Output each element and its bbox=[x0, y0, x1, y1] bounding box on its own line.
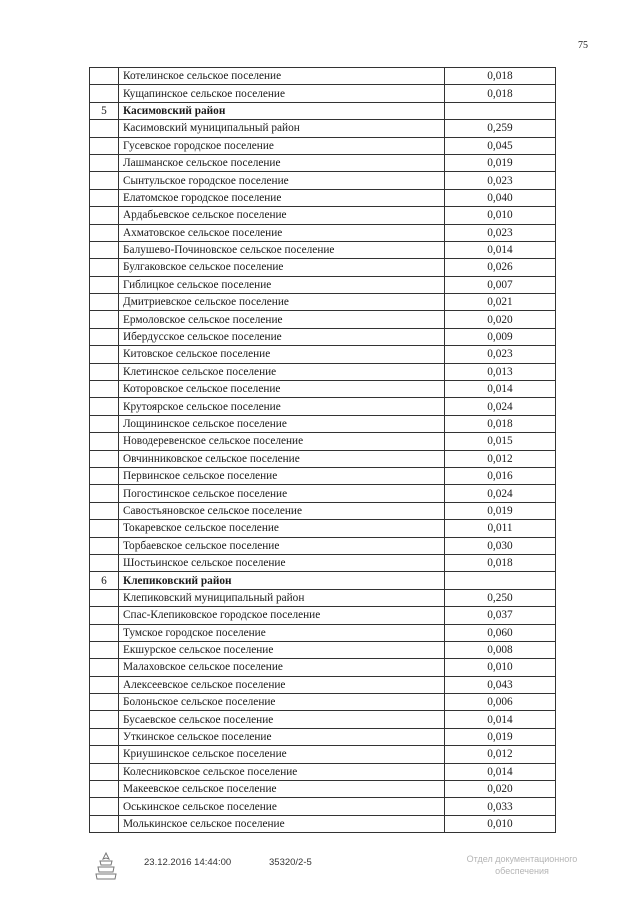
row-number bbox=[90, 798, 119, 815]
table-row bbox=[90, 728, 556, 745]
row-number bbox=[90, 415, 119, 432]
coefficient-value: 0,026 bbox=[445, 259, 556, 276]
row-number bbox=[90, 207, 119, 224]
coefficient-value: 0,011 bbox=[445, 520, 556, 537]
settlement-name: Лощининское сельское поселение bbox=[119, 415, 445, 432]
row-number bbox=[90, 711, 119, 728]
settlement-name: Ардабьевское сельское поселение bbox=[119, 207, 445, 224]
coefficient-value: 0,009 bbox=[445, 328, 556, 345]
settlement-name: Макеевское сельское поселение bbox=[119, 781, 445, 798]
coefficient-value: 0,030 bbox=[445, 537, 556, 554]
row-number bbox=[90, 154, 119, 171]
settlement-name: Гиблицкое сельское поселение bbox=[119, 276, 445, 293]
table-row bbox=[90, 694, 556, 711]
row-number bbox=[90, 328, 119, 345]
settlement-name: Касимовский муниципальный район bbox=[119, 120, 445, 137]
row-number bbox=[90, 189, 119, 206]
settlement-name: Сынтульское городское поселение bbox=[119, 172, 445, 189]
table-row bbox=[90, 641, 556, 658]
settlement-name: Елатомское городское поселение bbox=[119, 189, 445, 206]
table-row bbox=[90, 363, 556, 380]
coefficient-value: 0,259 bbox=[445, 120, 556, 137]
row-number bbox=[90, 294, 119, 311]
row-number bbox=[90, 311, 119, 328]
coefficient-value: 0,040 bbox=[445, 189, 556, 206]
table-row bbox=[90, 398, 556, 415]
coefficient-value: 0,023 bbox=[445, 346, 556, 363]
table-row bbox=[90, 172, 556, 189]
table-row bbox=[90, 189, 556, 206]
table-row bbox=[90, 68, 556, 85]
table-row bbox=[90, 311, 556, 328]
coefficient-value: 0,013 bbox=[445, 363, 556, 380]
settlement-name: Булгаковское сельское поселение bbox=[119, 259, 445, 276]
settlement-name: Котелинское сельское поселение bbox=[119, 68, 445, 85]
row-number bbox=[90, 641, 119, 658]
settlement-name: Крутоярское сельское поселение bbox=[119, 398, 445, 415]
table-row bbox=[90, 537, 556, 554]
settlement-name: Бусаевское сельское поселение bbox=[119, 711, 445, 728]
table-row bbox=[90, 381, 556, 398]
settlement-name: Молькинское сельское поселение bbox=[119, 815, 445, 832]
row-number bbox=[90, 694, 119, 711]
coefficient-value: 0,018 bbox=[445, 554, 556, 571]
print-datetime: 23.12.2016 14:44:00 bbox=[144, 857, 232, 868]
coefficient-value: 0,024 bbox=[445, 398, 556, 415]
table-row bbox=[90, 815, 556, 832]
row-number bbox=[90, 728, 119, 745]
row-number bbox=[90, 346, 119, 363]
settlement-name: Савостьяновское сельское поселение bbox=[119, 502, 445, 519]
table-row bbox=[90, 798, 556, 815]
settlement-name: Ахматовское сельское поселение bbox=[119, 224, 445, 241]
table-row bbox=[90, 328, 556, 345]
settlement-name: Клетинское сельское поселение bbox=[119, 363, 445, 380]
table-row bbox=[90, 207, 556, 224]
table-row bbox=[90, 415, 556, 432]
row-number bbox=[90, 68, 119, 85]
settlement-name: Ибердусское сельское поселение bbox=[119, 328, 445, 345]
row-number bbox=[90, 120, 119, 137]
settlement-name: Балушево-Починовское сельское поселение bbox=[119, 241, 445, 258]
settlement-name: Новодеревенское сельское поселение bbox=[119, 433, 445, 450]
row-number bbox=[90, 241, 119, 258]
row-number bbox=[90, 746, 119, 763]
coefficient-value: 0,010 bbox=[445, 207, 556, 224]
page-number: 75 bbox=[578, 40, 588, 51]
settlement-name: Лашманское сельское поселение bbox=[119, 154, 445, 171]
settlement-name: Которовское сельское поселение bbox=[119, 381, 445, 398]
table-row bbox=[90, 607, 556, 624]
coefficient-value: 0,014 bbox=[445, 381, 556, 398]
district-row bbox=[90, 572, 556, 589]
allocation-table bbox=[89, 67, 556, 833]
row-number bbox=[90, 485, 119, 502]
table-row bbox=[90, 137, 556, 154]
table-row bbox=[90, 554, 556, 571]
row-number bbox=[90, 676, 119, 693]
settlement-name: Первинское сельское поселение bbox=[119, 467, 445, 484]
coefficient-value: 0,021 bbox=[445, 294, 556, 311]
table-row bbox=[90, 467, 556, 484]
coefficient-value: 0,023 bbox=[445, 224, 556, 241]
table-row bbox=[90, 224, 556, 241]
row-number bbox=[90, 624, 119, 641]
coefficient-value: 0,018 bbox=[445, 85, 556, 102]
row-number bbox=[90, 398, 119, 415]
settlement-name: Погостинское сельское поселение bbox=[119, 485, 445, 502]
coefficient-value: 0,019 bbox=[445, 154, 556, 171]
row-number bbox=[90, 589, 119, 606]
stamp-line-2: обеспечения bbox=[495, 866, 549, 876]
coefficient-value bbox=[445, 572, 556, 589]
table-row bbox=[90, 589, 556, 606]
coefficient-value: 0,008 bbox=[445, 641, 556, 658]
coefficient-value: 0,010 bbox=[445, 659, 556, 676]
table-row bbox=[90, 781, 556, 798]
coefficient-value: 0,250 bbox=[445, 589, 556, 606]
row-number bbox=[90, 450, 119, 467]
coefficient-value: 0,020 bbox=[445, 781, 556, 798]
settlement-name: Малаховское сельское поселение bbox=[119, 659, 445, 676]
table-row bbox=[90, 259, 556, 276]
table-row bbox=[90, 85, 556, 102]
settlement-name: Шостьинское сельское поселение bbox=[119, 554, 445, 571]
coefficient-value: 0,015 bbox=[445, 433, 556, 450]
coefficient-value: 0,014 bbox=[445, 763, 556, 780]
settlement-name: Колесниковское сельское поселение bbox=[119, 763, 445, 780]
coefficient-value: 0,007 bbox=[445, 276, 556, 293]
row-number bbox=[90, 172, 119, 189]
table-row bbox=[90, 485, 556, 502]
row-number bbox=[90, 554, 119, 571]
settlement-name: Спас-Клепиковское городское поселение bbox=[119, 607, 445, 624]
settlement-name: Болоньское сельское поселение bbox=[119, 694, 445, 711]
coefficient-value: 0,006 bbox=[445, 694, 556, 711]
table-row bbox=[90, 502, 556, 519]
table-row bbox=[90, 154, 556, 171]
table-row bbox=[90, 676, 556, 693]
coefficient-value: 0,018 bbox=[445, 68, 556, 85]
settlement-name: Китовское сельское поселение bbox=[119, 346, 445, 363]
table-row bbox=[90, 294, 556, 311]
row-number bbox=[90, 85, 119, 102]
row-number bbox=[90, 276, 119, 293]
settlement-name: Клепиковский район bbox=[119, 572, 445, 589]
settlement-name: Клепиковский муниципальный район bbox=[119, 589, 445, 606]
settlement-name: Токаревское сельское поселение bbox=[119, 520, 445, 537]
coefficient-value: 0,012 bbox=[445, 450, 556, 467]
coefficient-value: 0,045 bbox=[445, 137, 556, 154]
settlement-name: Торбаевское сельское поселение bbox=[119, 537, 445, 554]
row-number bbox=[90, 467, 119, 484]
coefficient-value: 0,043 bbox=[445, 676, 556, 693]
row-number bbox=[90, 433, 119, 450]
coefficient-value: 0,012 bbox=[445, 746, 556, 763]
settlement-name: Дмитриевское сельское поселение bbox=[119, 294, 445, 311]
stamp-line-1: Отдел документационного bbox=[466, 854, 578, 864]
table-row bbox=[90, 450, 556, 467]
table-row bbox=[90, 746, 556, 763]
coefficient-value bbox=[445, 102, 556, 119]
coefficient-value: 0,033 bbox=[445, 798, 556, 815]
coefficient-value: 0,016 bbox=[445, 467, 556, 484]
row-number bbox=[90, 363, 119, 380]
row-number bbox=[90, 381, 119, 398]
settlement-name: Гусевское городское поселение bbox=[119, 137, 445, 154]
settlement-name: Уткинское сельское поселение bbox=[119, 728, 445, 745]
settlement-name: Овчинниковское сельское поселение bbox=[119, 450, 445, 467]
table-row bbox=[90, 520, 556, 537]
row-number bbox=[90, 259, 119, 276]
table-body bbox=[90, 68, 556, 833]
settlement-name: Екшурское сельское поселение bbox=[119, 641, 445, 658]
row-number bbox=[90, 815, 119, 832]
table-row bbox=[90, 624, 556, 641]
row-number: 6 bbox=[90, 572, 119, 589]
settlement-name: Тумское городское поселение bbox=[119, 624, 445, 641]
settlement-name: Кущапинское сельское поселение bbox=[119, 85, 445, 102]
coefficient-value: 0,014 bbox=[445, 241, 556, 258]
row-number bbox=[90, 763, 119, 780]
settlement-name: Алексеевское сельское поселение bbox=[119, 676, 445, 693]
coefficient-value: 0,020 bbox=[445, 311, 556, 328]
coefficient-value: 0,024 bbox=[445, 485, 556, 502]
coefficient-value: 0,060 bbox=[445, 624, 556, 641]
coefficient-value: 0,023 bbox=[445, 172, 556, 189]
coefficient-value: 0,019 bbox=[445, 728, 556, 745]
table-row bbox=[90, 763, 556, 780]
footer bbox=[0, 851, 640, 891]
row-number bbox=[90, 137, 119, 154]
coefficient-value: 0,010 bbox=[445, 815, 556, 832]
row-number bbox=[90, 781, 119, 798]
document-code: 35320/2-5 bbox=[269, 857, 312, 868]
table-row bbox=[90, 711, 556, 728]
settlement-name: Оськинское сельское поселение bbox=[119, 798, 445, 815]
row-number bbox=[90, 224, 119, 241]
table-row bbox=[90, 276, 556, 293]
coefficient-value: 0,019 bbox=[445, 502, 556, 519]
table-row bbox=[90, 433, 556, 450]
settlement-name: Касимовский район bbox=[119, 102, 445, 119]
coefficient-value: 0,037 bbox=[445, 607, 556, 624]
row-number bbox=[90, 537, 119, 554]
table-row bbox=[90, 659, 556, 676]
settlement-name: Ермоловское сельское поселение bbox=[119, 311, 445, 328]
settlement-name: Криушинское сельское поселение bbox=[119, 746, 445, 763]
table-row bbox=[90, 120, 556, 137]
row-number bbox=[90, 659, 119, 676]
table-row bbox=[90, 241, 556, 258]
row-number bbox=[90, 502, 119, 519]
row-number bbox=[90, 520, 119, 537]
row-number bbox=[90, 607, 119, 624]
table-row bbox=[90, 346, 556, 363]
coefficient-value: 0,014 bbox=[445, 711, 556, 728]
coefficient-value: 0,018 bbox=[445, 415, 556, 432]
district-row bbox=[90, 102, 556, 119]
coat-of-arms-icon bbox=[93, 851, 119, 881]
row-number: 5 bbox=[90, 102, 119, 119]
registry-stamp bbox=[452, 853, 592, 877]
